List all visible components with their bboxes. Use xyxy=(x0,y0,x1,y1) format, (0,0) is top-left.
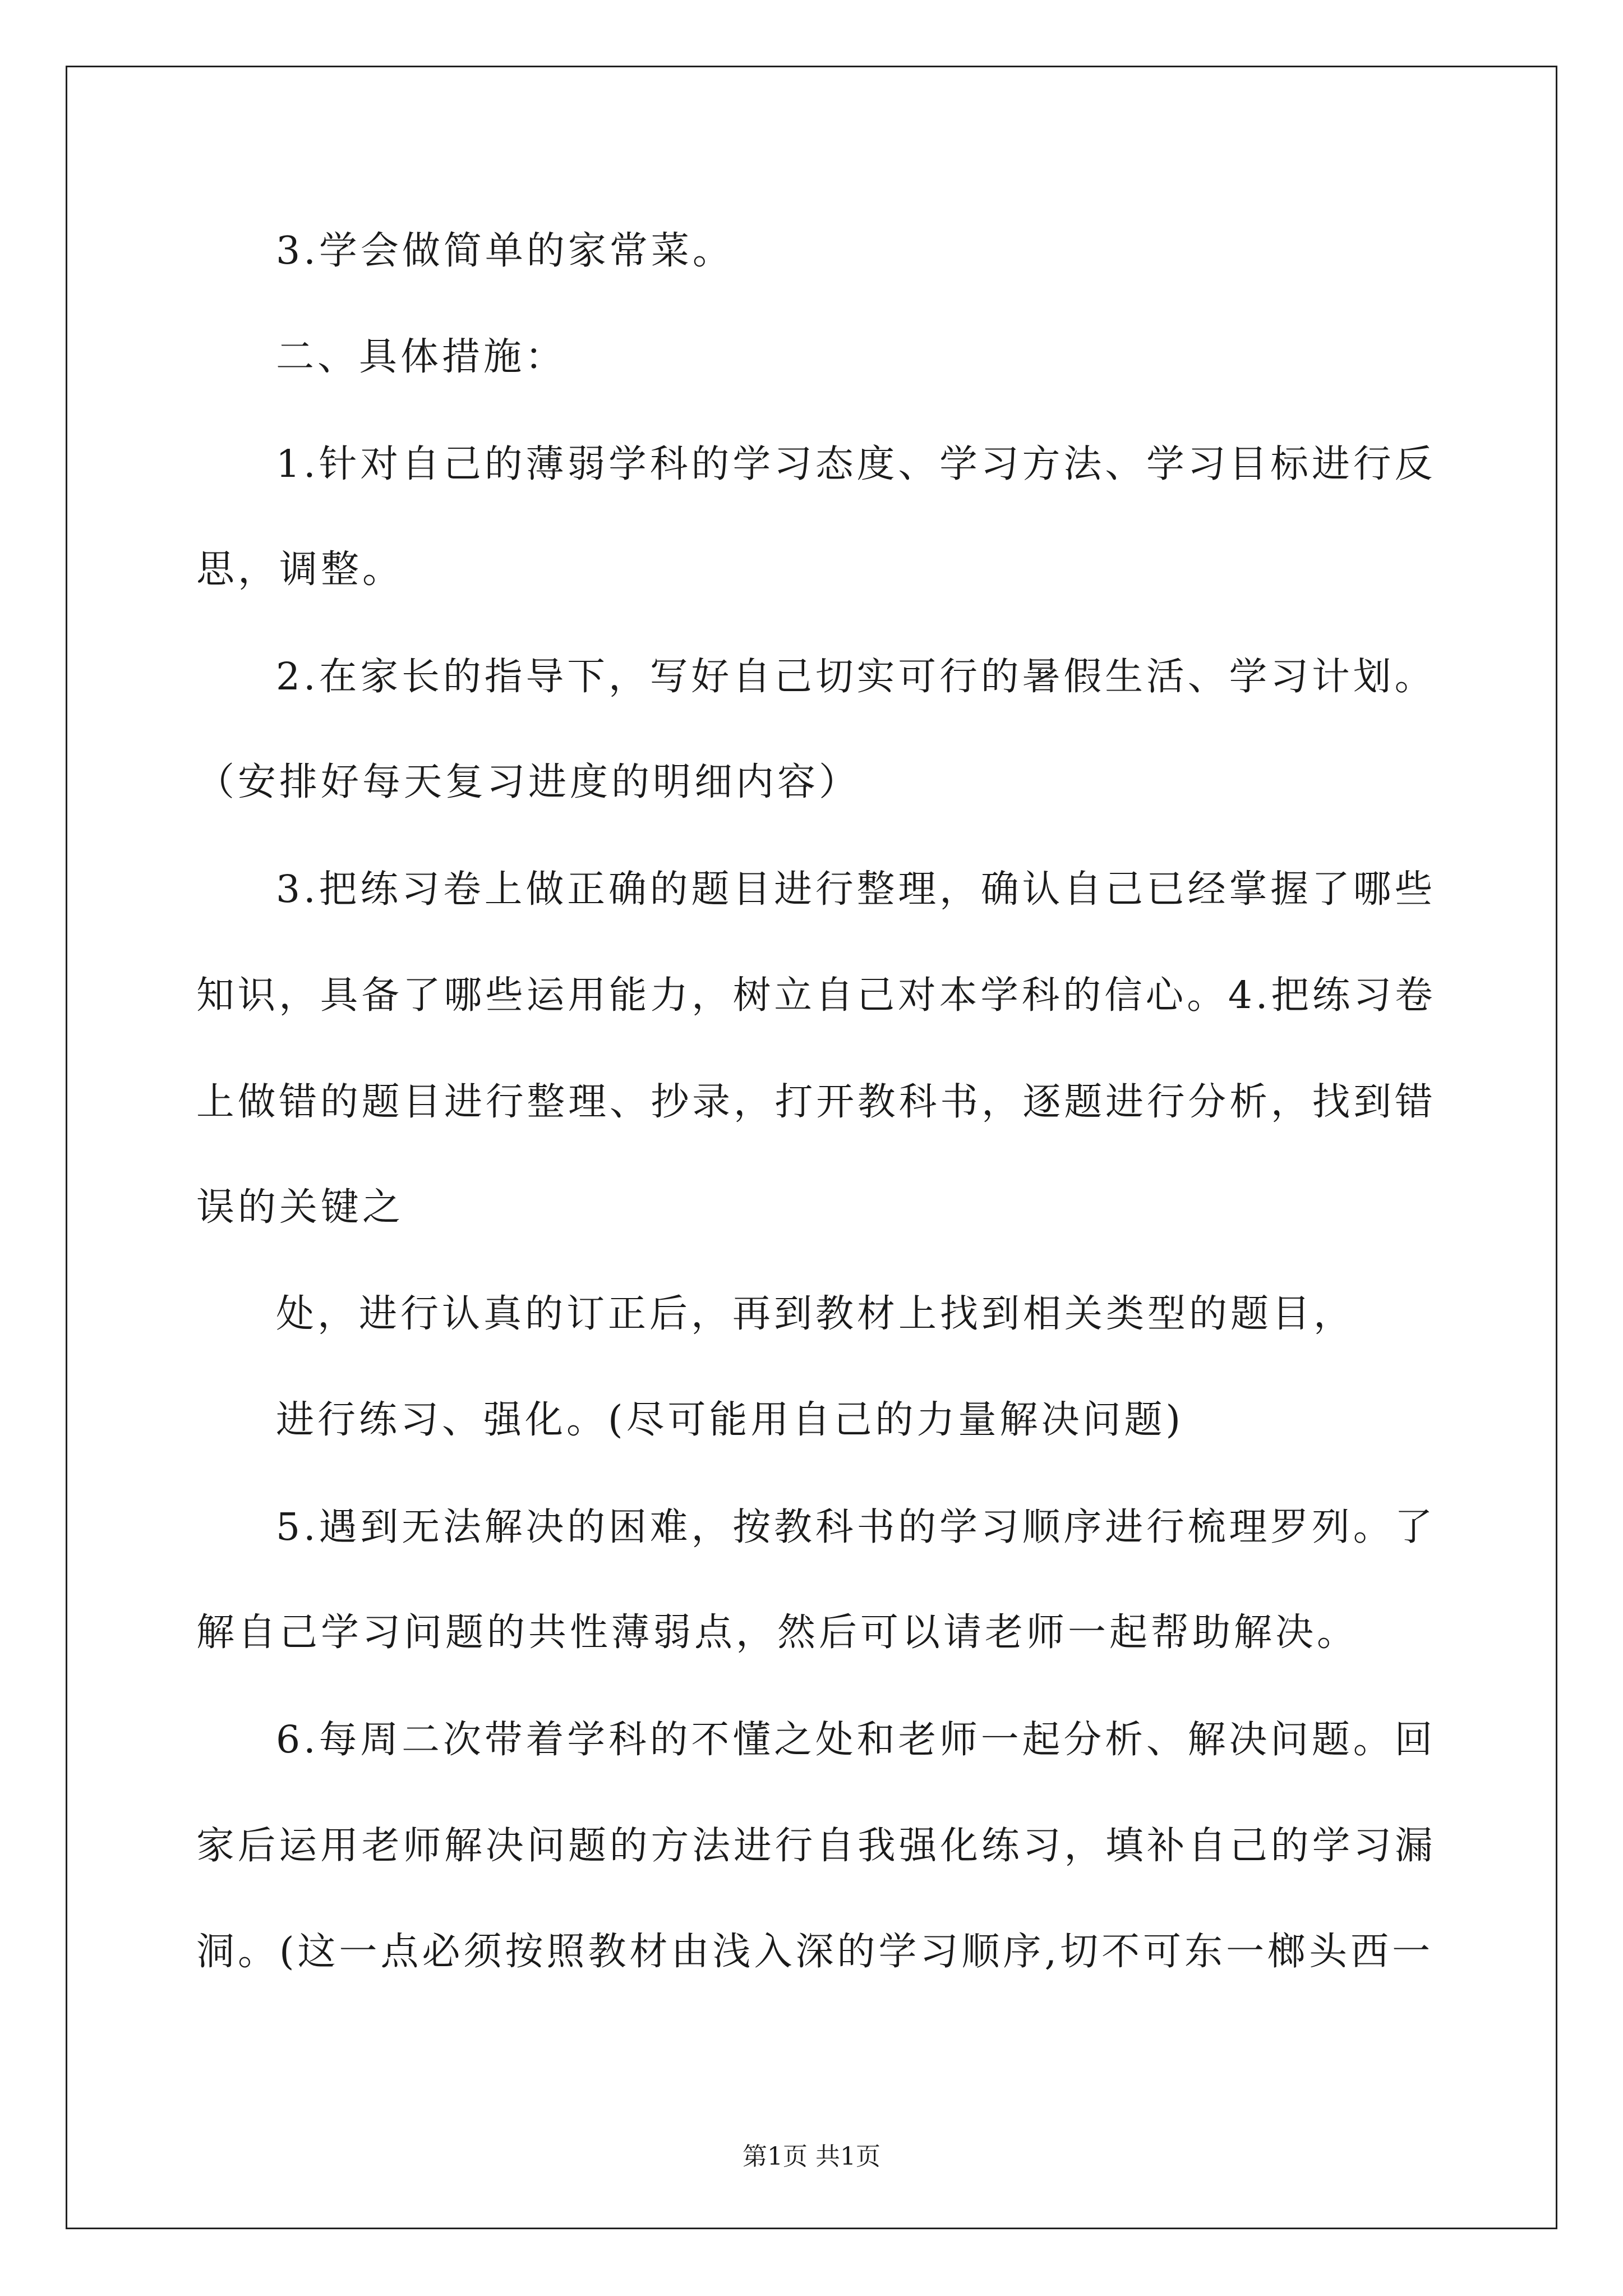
text-line-17: 洞。(这一点必须按照教材由浅入深的学习顺序,切不可东一榔头西一 xyxy=(196,1930,1434,1974)
text-line-14: 解自己学习问题的共性薄弱点，然后可以请老师一起帮助解决。 xyxy=(196,1611,1359,1655)
text-line-9: 上做错的题目进行整理、抄录，打开教科书，逐题进行分析，找到错 xyxy=(196,1079,1436,1124)
text-line-6: （安排好每天复习进度的明细内容） xyxy=(196,760,861,804)
text-line-2: 二、具体措施： xyxy=(276,335,567,379)
text-line-1: 3.学会做简单的家常菜。 xyxy=(276,229,734,273)
text-line-5: 2.在家长的指导下，写好自己切实可行的暑假生活、学习计划。 xyxy=(276,654,1436,698)
text-line-13: 5.遇到无法解决的困难，按教科书的学习顺序进行梳理罗列。了 xyxy=(276,1504,1436,1549)
text-line-4: 思，调整。 xyxy=(196,547,404,592)
text-line-7: 3.把练习卷上做正确的题目进行整理，确认自己已经掌握了哪些 xyxy=(276,867,1436,911)
text-line-3: 1.针对自己的薄弱学科的学习态度、学习方法、学习目标进行反 xyxy=(276,441,1436,486)
page-footer: 第1页 共1页 xyxy=(743,2142,880,2171)
text-line-12: 进行练习、强化。(尽可能用自己的力量解决问题) xyxy=(276,1398,1184,1442)
text-line-16: 家后运用老师解决问题的方法进行自我强化练习，填补自己的学习漏 xyxy=(196,1823,1436,1867)
text-line-10: 误的关键之 xyxy=(196,1185,404,1230)
text-line-8: 知识，具备了哪些运用能力，树立自己对本学科的信心。4.把练习卷 xyxy=(196,973,1436,1017)
page-border xyxy=(66,66,1557,2229)
text-line-11: 处，进行认真的订正后，再到教材上找到相关类型的题目， xyxy=(276,1292,1355,1336)
text-line-15: 6.每周二次带着学科的不懂之处和老师一起分析、解决问题。回 xyxy=(276,1717,1436,1761)
